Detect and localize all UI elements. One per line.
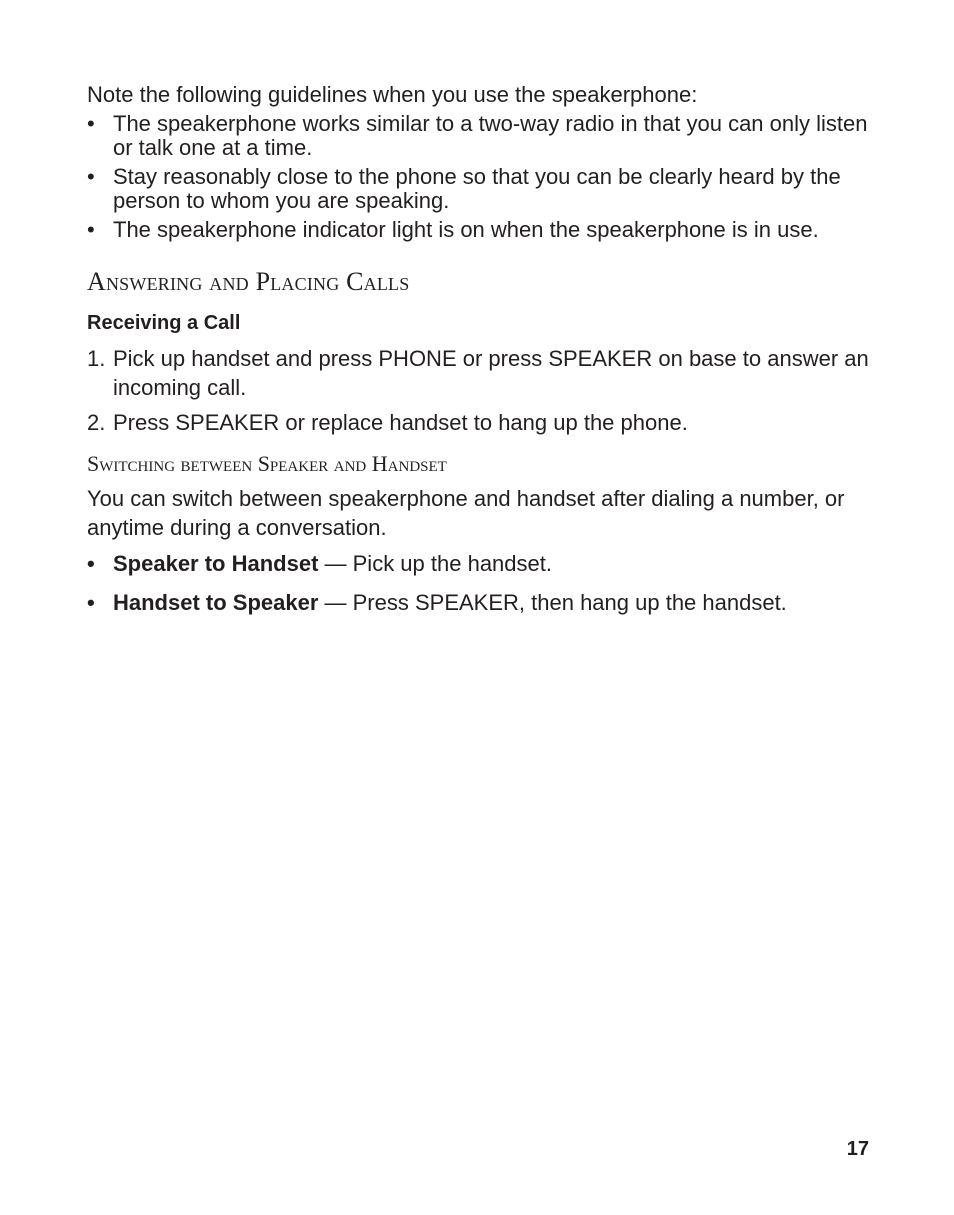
receiving-steps [87, 344, 877, 443]
switching-intro: You can switch between speakerphone and handset after dialing a number, or anytime during a conversation. [87, 486, 845, 540]
step-number: 1. [87, 346, 106, 371]
switch-description: — Pick up the handset. [318, 551, 552, 576]
guideline-item [87, 218, 877, 242]
page-number: 17 [846, 1138, 869, 1160]
guideline-text: The speakerphone works similar to a two-way radio in that you can only listen or talk one at a time. [113, 111, 868, 160]
guideline-text: Stay reasonably close to the phone so that you can be clearly heard by the person to whom you are speaking. [113, 164, 841, 213]
guidelines-list [87, 112, 877, 247]
bullet-icon: • [87, 551, 95, 576]
switch-term: Speaker to Handset [113, 551, 319, 576]
receiving-heading: Receiving a Call [87, 312, 241, 334]
switch-item [87, 590, 877, 616]
guideline-text: The speakerphone indicator light is on when the speakerphone is in use. [113, 217, 819, 242]
switching-list [87, 551, 877, 629]
manual-page [87, 0, 877, 1215]
section-title: Answering and Placing Calls [87, 267, 410, 296]
switch-term: Handset to Speaker [113, 590, 319, 615]
bullet-icon: • [87, 164, 95, 189]
guideline-item [87, 165, 877, 213]
step-item [87, 408, 877, 437]
bullet-icon: • [87, 111, 95, 136]
switch-item [87, 551, 877, 577]
switch-description: — Press SPEAKER, then hang up the handset. [318, 590, 787, 615]
step-number: 2. [87, 410, 106, 435]
step-text: Press SPEAKER or replace handset to hang up the phone. [113, 410, 688, 435]
step-item [87, 344, 877, 402]
switching-heading: Switching between Speaker and Handset [87, 451, 447, 476]
intro-text: Note the following guidelines when you use the speakerphone: [87, 82, 698, 107]
guideline-item [87, 112, 877, 160]
step-text: Pick up handset and press PHONE or press SPEAKER on base to answer an incoming call. [113, 346, 869, 400]
bullet-icon: • [87, 217, 95, 242]
bullet-icon: • [87, 590, 95, 615]
